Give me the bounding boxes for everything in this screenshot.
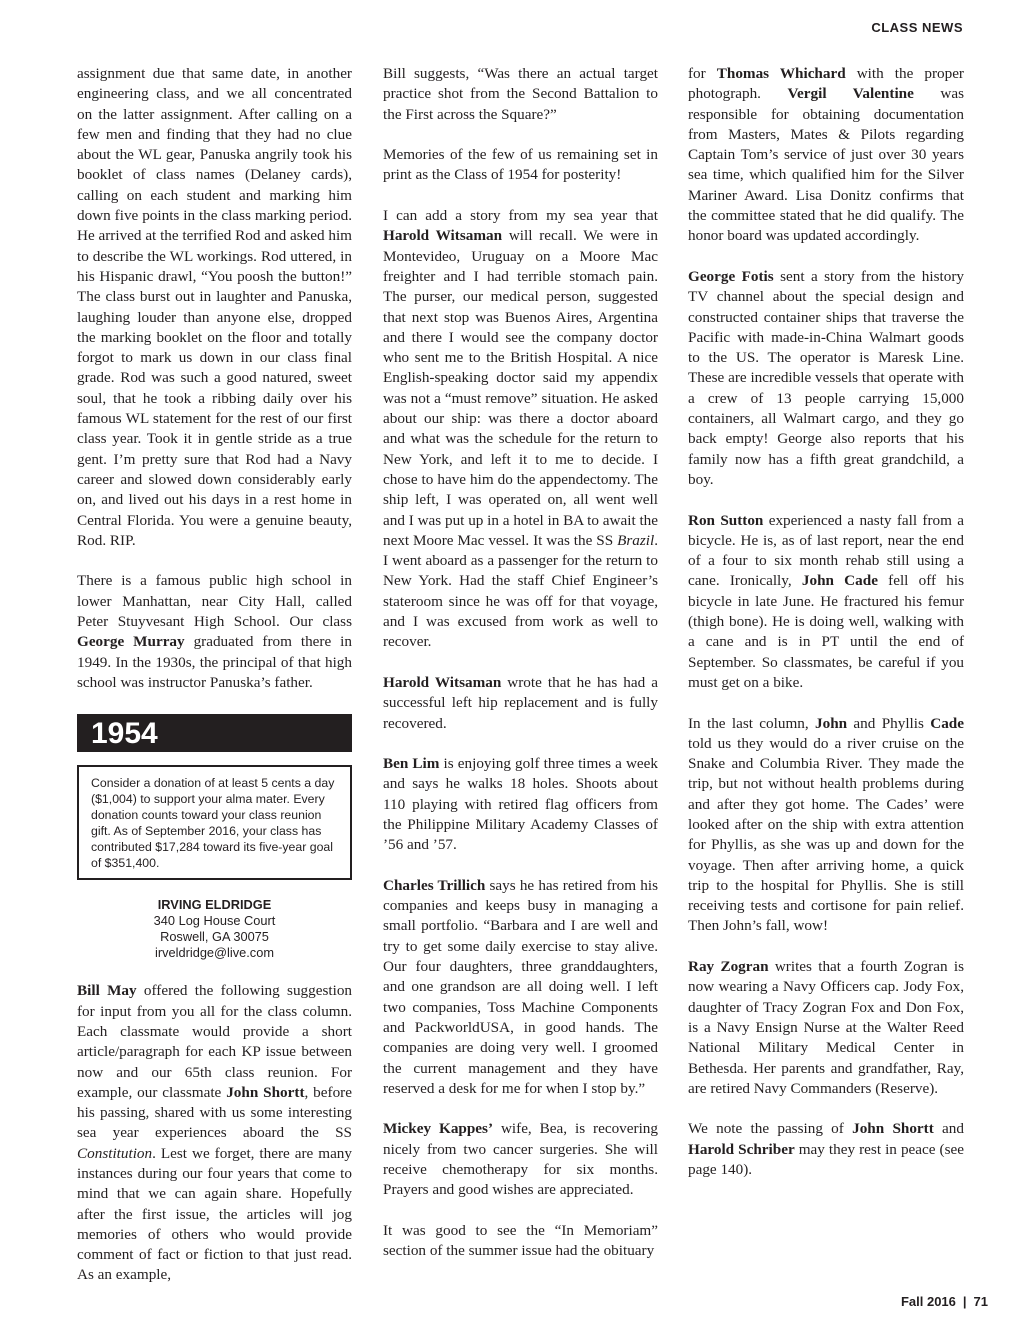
paragraph-text: , before his passing, shared with us some interesting sea year experiences aboard the SS	[77, 1083, 352, 1142]
paragraph-text: graduated from there in 1949. In the 1930s, the principal of that high school was instructor Panuska’s father.	[77, 633, 352, 691]
paragraph-trillich	[383, 876, 658, 1099]
classmate-name: George Murray	[77, 633, 185, 651]
paragraph-text: wrote that he has had a successful left hip replacement and is fully recovered.	[383, 673, 658, 732]
paragraph-lim	[383, 754, 658, 855]
paragraph-passings	[688, 1119, 964, 1180]
classmate-name: Thomas Whichard	[716, 65, 846, 82]
classmate-name: John Cade	[801, 572, 878, 590]
paragraph-text: with the proper photograph.	[688, 65, 964, 103]
classmate-name: Ray Zogran	[688, 958, 769, 976]
paragraph-bill-may	[77, 981, 352, 1285]
paragraph-cade	[688, 714, 964, 937]
paragraph-text: and Phyllis	[847, 714, 931, 732]
paragraph-sea-year-story	[383, 206, 658, 653]
column-3	[688, 64, 964, 1201]
footer-separator: |	[962, 1294, 967, 1309]
paragraph-witsaman	[383, 673, 658, 734]
secretary-email: irveldridge@live.com	[155, 945, 274, 961]
paragraph-text: wife, Bea, is recovering nicely from two cancer surgeries. She will receive chemotherapy for six months. Prayers and good wishes are appreciated.	[383, 1120, 658, 1199]
paragraph-in-memoriam	[383, 1221, 658, 1262]
paragraph-whichard	[688, 64, 964, 247]
section-header: CLASS NEWS	[871, 20, 963, 35]
paragraph-text: sent a story from the history TV channel about the special design and constructed container ships that traverse the Pacific with made-in-China Walmart goods to the US. The operator is Maresk Line. These are incredible vessels that operate with a crew of 13 people carrying 15,000 containers, all Walmart cargo, and they go back empty! George also reports that his family now has a fifth great grandchild, a boy.	[688, 267, 964, 488]
paragraph-stuyvesant	[77, 571, 352, 693]
secretary-name: IRVING ELDRIDGE	[157, 896, 272, 912]
classmate-name: Ron Sutton	[688, 511, 764, 529]
class-secretary-contact	[77, 897, 352, 962]
secretary-street: 340 Log House Court	[153, 912, 276, 928]
classmate-name: Vergil Valentine	[787, 85, 914, 103]
page-footer	[901, 1294, 988, 1309]
donation-box: Consider a donation of at least 5 cents a day ($1,004) to support your alma mater. Every donation counts toward your class reunion gift. As of September 2016, your class has contributed $17,284 toward its five-year goal of $351,400.	[77, 765, 352, 880]
paragraph-text: for	[688, 65, 717, 82]
ship-name: Brazil	[617, 531, 655, 549]
paragraph-text: It was good to see the “In Memoriam” section of the summer issue had the obituary	[383, 1221, 658, 1260]
paragraph-zogran	[688, 957, 964, 1099]
classmate-name: Charles Trillich	[383, 876, 486, 894]
paragraph-text: I can add a story from my sea year that	[383, 207, 658, 225]
classmate-name: Ben Lim	[383, 755, 440, 773]
paragraph-text: assignment due that same date, in another engineering class, and we all concentrated on the latter assignment. After calling on a few men and finding that they had no clue about the WL gear, Panuska angrily took his booklet of class names (Delaney cards), calling on each student and marking him down five points in the class marking period. He arrived at the terrified Rod and asked him to describe the WL workings. Rod uttered, in his Hispanic drawl, “You poosh the button!” The class burst out in laughter and Panuska, laughing louder than anyone else, dropped the marking booklet on the floor and totally forgot to mark us down in our class final grade. Rod was such a good natured, sweet soul, that he took a ribbing daily over his famous WL statement for the rest of our first class year. Took it in gentle stride as a true gent. I’m pretty sure that Rod had a Navy career and slowed down considerably early on, and lived out his days in a rest home in Central Florida. You were a genuine beauty, Rod. RIP.	[77, 65, 352, 549]
column-1	[77, 64, 352, 1306]
secretary-city: Roswell, GA 30075	[160, 928, 269, 944]
classmate-name: John Shortt	[852, 1120, 934, 1138]
issue-label: Fall 2016	[900, 1294, 956, 1309]
paragraph-memories	[383, 145, 658, 186]
paragraph-text: In the last column,	[688, 714, 815, 732]
paragraph-fotis	[688, 267, 964, 490]
class-year-banner: 1954	[77, 714, 352, 752]
paragraph-text: Memories of the few of us remaining set in print as the Class of 1954 for posterity!	[383, 146, 658, 184]
paragraph-text: offered the following suggestion for input from you all for the class column. Each classmate would provide a short article/paragraph for each KP issue between now and our 65th class reunion. For example, our classmate	[77, 982, 353, 1101]
paragraph-text: There is a famous public high school in lower Manhattan, near City Hall, called Peter Stuyvesant High School. Our class	[77, 572, 352, 631]
paragraph-target-practice	[383, 64, 658, 125]
classmate-name: Harold Witsaman	[383, 227, 503, 245]
paragraph-text: Bill suggests, “Was there an actual target practice shot from the Second Battalion to the First across the Square?”	[383, 65, 658, 123]
page-number: 71	[973, 1294, 988, 1309]
paragraph-text: is enjoying golf three times a week and says he walks 18 holes. Shoots about 110 playing with retired flag officers from the Philippine Military Academy Classes of ’56 and ’57.	[383, 755, 658, 854]
paragraph-text: . I went aboard as a passenger for the return to New York. Had the staff Chief Engineer’s stateroom since he was off for that voyage, and I was excused from work as well to recover.	[383, 531, 658, 651]
paragraph-text: was responsible for obtaining documentation from Masters, Mates & Pilots regarding Captain Tom’s service of just over 30 years sea time, which qualified him for the Silver Mariner Award. Lisa Donitz confirms that the committee stated that he did qualify. The honor board was updated accordingly.	[688, 85, 964, 245]
paragraph-text: experienced a nasty fall from a bicycle. He is, as of last report, near the end of a four to six month rehab still using a cane. Ironically,	[688, 511, 964, 590]
ship-name: Constitution	[77, 1144, 153, 1162]
classmate-name: Harold Schriber	[688, 1140, 795, 1158]
paragraph-text: writes that a fourth Zogran is now wearing a Navy Officers cap. Jody Fox, daughter of Tracy Zogran Fox and Don Fox, is a Navy Ensign Nurse at the Walter Reed National Military Medical Center in Bethesda. Her parents and grandfather, Ray, are retired Navy Commanders (Reserve).	[688, 958, 964, 1097]
paragraph-text: told us they would do a river cruise on the Snake and Columbia River. They made the trip, but not without health problems during and after they got home. The Cades’ were looked after on the ship with extra attention for Phyllis, as she was up and down for the voyage. Then after arriving home, a quick trip to the hospital for Phyllis. She is still receiving tests and cortisone for pain relief. Then John’s fall, wow!	[688, 734, 964, 935]
paragraph-text: may they rest in peace (see page 140).	[688, 1140, 964, 1179]
classmate-name: George Fotis	[688, 267, 774, 285]
paragraph-text: fell off his bicycle in late June. He fractured his femur (thigh bone). He is doing well, walking with a cane and is in PT until the end of September. So classmates, be careful if you must get on a bike.	[688, 572, 964, 691]
column-2	[383, 64, 658, 1282]
classmate-name: John Shortt	[226, 1083, 305, 1101]
paragraph-text: says he has retired from his companies and keeps busy in managing a small portfolio. “Barbara and I are well and try to get some daily exercise to stay alive. Our four daughters, three granddaughters, and one grandson are all doing well. I left two companies, Toss Machine Components and PackworldUSA, in good hands. The companies are doing very well. I groomed the current management and they have reserved a desk for me for when I stop by.”	[383, 876, 658, 1097]
paragraph-sutton	[688, 511, 964, 694]
paragraph-text: will recall. We were in Montevideo, Uruguay on a Moore Mac freighter and I had terrible stomach pain. The purser, our medical person, suggested that next stop was Buenos Aires, Argentina and there I would see the company doctor who sent me to the British Hospital. A nice English-speaking doctor said my appendix was not a “must remove” situation. He asked about our ship: was there a doctor aboard and what was the schedule for the return to New York, and left it to me to decide. I chose to have him do the appendectomy. The ship left, I was operated on, all went well and I was put up in a hotel in BA to await the next Moore Mac vessel. It was the SS	[383, 227, 659, 549]
paragraph-text: . Lest we forget, there are many instances during our four years that come to mind that we can again share. Hopefully after the first issue, the articles will jog memories of others who would provide comment of fact or fiction to that just read. As an example,	[77, 1144, 352, 1284]
paragraph-text: We note the passing of	[688, 1120, 853, 1138]
paragraph-text: and	[933, 1120, 964, 1138]
paragraph-panuska-story	[77, 64, 352, 551]
classmate-name: Cade	[930, 714, 964, 732]
classmate-name: Mickey Kappes’	[383, 1120, 494, 1138]
classmate-name: John	[815, 714, 848, 732]
paragraph-kappes	[383, 1119, 658, 1200]
classmate-name: Bill May	[77, 982, 137, 1000]
classmate-name: Harold Witsaman	[383, 673, 502, 691]
